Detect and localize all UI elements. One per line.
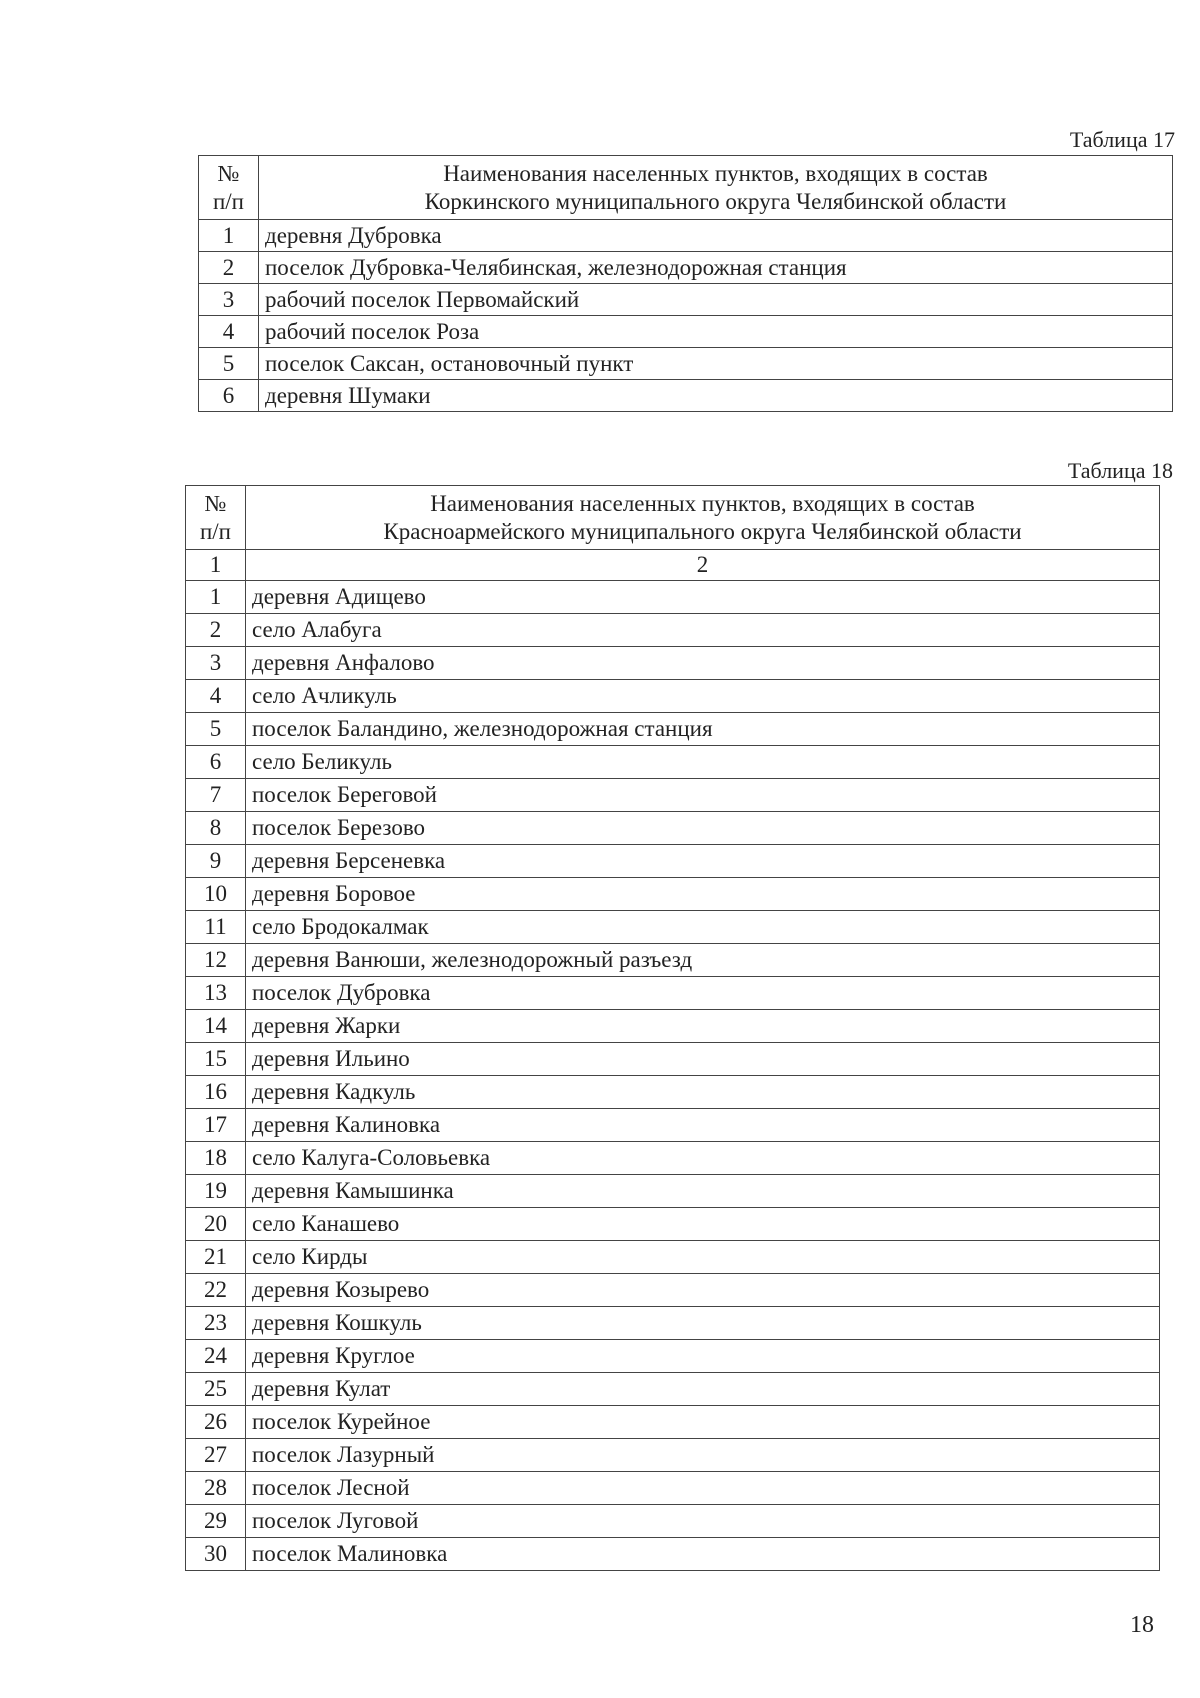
settlement-name: рабочий поселок Роза [259,316,1173,348]
row-number: 29 [186,1505,246,1538]
table-row [186,779,1160,812]
table-row [186,1208,1160,1241]
settlement-name: рабочий поселок Первомайский [259,284,1173,316]
settlement-name: село Беликуль [246,746,1160,779]
header-number-cell [186,486,246,550]
table-18-caption: Таблица 18 [1067,458,1173,483]
row-number: 2 [186,614,246,647]
header-name-cell [259,156,1173,220]
table-row [199,252,1173,284]
settlement-name: село Бродокалмак [246,911,1160,944]
table-row [186,1076,1160,1109]
row-number: 27 [186,1439,246,1472]
settlement-name: село Кирды [246,1241,1160,1274]
settlement-name: деревня Круглое [246,1340,1160,1373]
row-number: 22 [186,1274,246,1307]
row-number: 20 [186,1208,246,1241]
table-row [186,1340,1160,1373]
settlement-name: деревня Ванюши, железнодорожный разъезд [246,944,1160,977]
settlement-name: поселок Курейное [246,1406,1160,1439]
settlement-name: деревня Дубровка [259,220,1173,252]
row-number: 7 [186,779,246,812]
row-number: 26 [186,1406,246,1439]
settlement-name: деревня Кошкуль [246,1307,1160,1340]
row-number: 13 [186,977,246,1010]
table-row [186,647,1160,680]
row-number: 23 [186,1307,246,1340]
table-row [186,1307,1160,1340]
header-name-line-2: Коркинского муниципального округа Челябинской области [424,188,1007,214]
row-number: 16 [186,1076,246,1109]
table-row [199,348,1173,380]
row-number: 5 [199,348,259,380]
table-row [186,944,1160,977]
settlement-name: поселок Дубровка-Челябинская, железнодорожная станция [259,252,1173,284]
table-row [186,1241,1160,1274]
settlement-name: поселок Саксан, остановочный пункт [259,348,1173,380]
settlement-name: поселок Луговой [246,1505,1160,1538]
table-18-header [186,486,1160,550]
header-number-cell [199,156,259,220]
table-row [186,1175,1160,1208]
table-row [186,1538,1160,1571]
table-row [186,1406,1160,1439]
settlement-name: поселок Березово [246,812,1160,845]
settlement-name: село Калуга-Соловьевка [246,1142,1160,1175]
table-row [186,977,1160,1010]
settlement-name: деревня Боровое [246,878,1160,911]
row-number: 30 [186,1538,246,1571]
settlement-name: поселок Береговой [246,779,1160,812]
settlement-name: деревня Камышинка [246,1175,1160,1208]
row-number: 1 [199,220,259,252]
table-row [186,1274,1160,1307]
settlement-name: деревня Шумаки [259,380,1173,412]
row-number: 11 [186,911,246,944]
settlement-name: деревня Калиновка [246,1109,1160,1142]
row-number: 18 [186,1142,246,1175]
settlement-name: поселок Баландино, железнодорожная станция [246,713,1160,746]
table-row [199,316,1173,348]
header-number-symbol: № [217,160,240,186]
table-row [186,1010,1160,1043]
settlement-name: деревня Кадкуль [246,1076,1160,1109]
table-18-column-numbers [186,550,1160,581]
table-18 [185,485,1160,1571]
table-row [186,614,1160,647]
settlement-name: деревня Берсеневка [246,845,1160,878]
settlement-name: село Ачликуль [246,680,1160,713]
table-row [186,1109,1160,1142]
row-number: 17 [186,1109,246,1142]
table-row [186,1142,1160,1175]
table-row [186,1373,1160,1406]
row-number: 21 [186,1241,246,1274]
header-number-abbr: п/п [212,188,244,214]
table-row [199,380,1173,412]
row-number: 28 [186,1472,246,1505]
row-number: 14 [186,1010,246,1043]
settlement-name: деревня Анфалово [246,647,1160,680]
header-name-line-1: Наименования населенных пунктов, входящих в состав [430,490,975,516]
settlement-name: поселок Малиновка [246,1538,1160,1571]
table-17-header [199,156,1173,220]
table-row [199,220,1173,252]
settlement-name: поселок Лесной [246,1472,1160,1505]
table-row [186,1472,1160,1505]
table-row [186,1439,1160,1472]
table-row [186,746,1160,779]
table-row [186,878,1160,911]
table-row [186,911,1160,944]
table-row [199,284,1173,316]
row-number: 2 [199,252,259,284]
table-18-body [186,581,1160,1571]
table-17-body [199,220,1173,412]
header-number-symbol: № [204,490,227,516]
table-row [186,713,1160,746]
row-number: 24 [186,1340,246,1373]
settlement-name: деревня Адищево [246,581,1160,614]
header-number-abbr: п/п [199,518,231,544]
row-number: 3 [199,284,259,316]
row-number: 4 [199,316,259,348]
table-row [186,680,1160,713]
header-name-cell [246,486,1160,550]
row-number: 8 [186,812,246,845]
row-number: 12 [186,944,246,977]
settlement-name: деревня Кулат [246,1373,1160,1406]
table-17 [198,155,1173,412]
row-number: 5 [186,713,246,746]
row-number: 6 [199,380,259,412]
table-row [186,845,1160,878]
settlement-name: деревня Козырево [246,1274,1160,1307]
row-number: 4 [186,680,246,713]
settlement-name: поселок Лазурный [246,1439,1160,1472]
table-row [186,812,1160,845]
column-number-1: 1 [186,550,246,581]
settlement-name: деревня Ильино [246,1043,1160,1076]
row-number: 1 [186,581,246,614]
table-row [186,1505,1160,1538]
header-name-line-1: Наименования населенных пунктов, входящих в состав [443,160,988,186]
settlement-name: село Алабуга [246,614,1160,647]
row-number: 15 [186,1043,246,1076]
column-number-2: 2 [246,550,1160,581]
row-number: 3 [186,647,246,680]
settlement-name: село Канашево [246,1208,1160,1241]
row-number: 6 [186,746,246,779]
settlement-name: деревня Жарки [246,1010,1160,1043]
table-row [186,1043,1160,1076]
row-number: 10 [186,878,246,911]
row-number: 9 [186,845,246,878]
row-number: 25 [186,1373,246,1406]
header-name-line-2: Красноармейского муниципального округа Челябинской области [383,518,1022,544]
page-number: 18 [1130,1612,1154,1638]
settlement-name: поселок Дубровка [246,977,1160,1010]
table-17-caption: Таблица 17 [1069,127,1175,152]
row-number: 19 [186,1175,246,1208]
table-row [186,581,1160,614]
